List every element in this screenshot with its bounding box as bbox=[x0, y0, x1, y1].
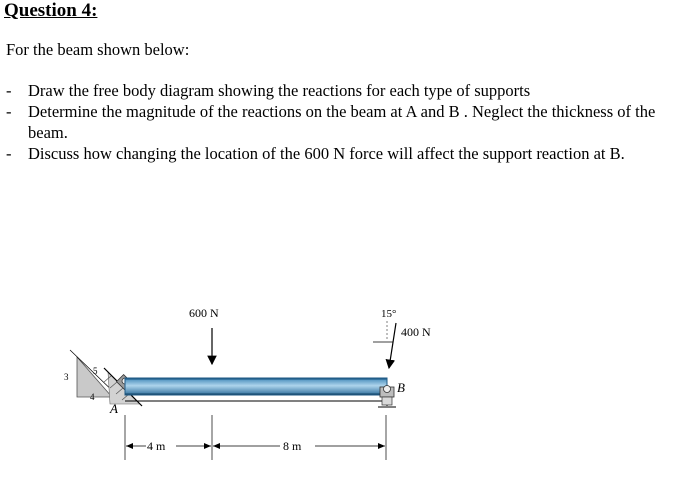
beam bbox=[125, 378, 387, 401]
bullet-marker: - bbox=[6, 102, 12, 121]
force-600-label: 600 N bbox=[189, 306, 219, 320]
force-600-arrow bbox=[189, 306, 219, 364]
force-400-arrow bbox=[373, 308, 431, 368]
force-400-label: 400 N bbox=[401, 325, 431, 339]
dim-4m-label: 4 m bbox=[147, 439, 166, 453]
dim-8m-label: 8 m bbox=[283, 439, 302, 453]
slope-label-5: 5 bbox=[93, 366, 98, 376]
slope-label-4: 4 bbox=[90, 392, 95, 402]
support-a-label: A bbox=[110, 401, 118, 416]
dimension-lines bbox=[125, 415, 386, 460]
task-text: Discuss how changing the location of the 600 N force will affect the support reaction at B. bbox=[28, 144, 625, 163]
slope-label-3: 3 bbox=[64, 372, 69, 382]
bullet-marker: - bbox=[6, 144, 12, 163]
bullet-marker: - bbox=[6, 81, 12, 100]
question-heading: Question 4: bbox=[4, 0, 98, 21]
intro-text: For the beam shown below: bbox=[6, 40, 190, 59]
task-text: Draw the free body diagram showing the reactions for each type of supports bbox=[28, 81, 531, 100]
task-text: Determine the magnitude of the reactions on the beam at A and B . Neglect the thickness of the beam. bbox=[28, 102, 656, 142]
angle-label: 15° bbox=[381, 308, 397, 320]
support-b-label: B bbox=[397, 380, 405, 395]
